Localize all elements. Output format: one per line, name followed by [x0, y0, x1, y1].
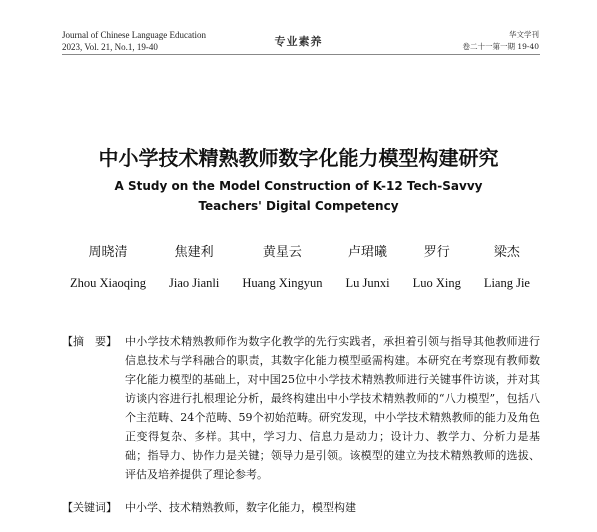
author	[484, 244, 530, 292]
author	[346, 244, 390, 292]
section-label: 专业素养	[274, 35, 323, 48]
author	[242, 244, 322, 292]
author-name-en: Zhou Xiaoqing	[70, 276, 147, 290]
title-english-line1: A Study on the Model Construction of K-12 Tech-Savvy	[114, 179, 483, 193]
journal-issue-cn: 卷二十一第一期 19-40	[462, 42, 539, 51]
author-name-en: Jiao Jianli	[169, 276, 220, 290]
title-english	[0, 176, 597, 216]
author-name-zh: 卢珺曦	[348, 245, 388, 260]
author-name-zh: 周晓清	[88, 245, 128, 260]
abstract-text: 中小学技术精熟教师作为数字化教学的先行实践者，承担着引领与指导其他教师进行信息技术与学科融合的职责，其数字化能力模型亟需构建。本研究在考察现有教师数字化能力模型的基础上，对中国25位中小学技术精熟教师进行关键事件访谈，并对其访谈内容进行扎根理论分析，最终构建出中小学技术精熟教师的“八力模型”，包括八个主范畴、24个范畴、59个初始范畴。研究发现，中小学技术精熟教师的能力及角色正变得复杂、多样。其中，学习力、信息力是动力；设计力、教学力、分析力是基础；指导力、协作力是关键；领导力是引领。该模型的建立为技术精熟教师的选拔、评估及培养提供了理论参考。	[125, 335, 540, 481]
abstract-section	[62, 332, 540, 484]
journal-volume: 2023, Vol. 21, No.1, 19-40	[62, 42, 158, 52]
journal-name-cn: 华文学刊	[509, 30, 539, 39]
author-name-en: Huang Xingyun	[242, 276, 323, 290]
author-name-zh: 梁杰	[493, 245, 520, 260]
author	[70, 244, 146, 292]
author-list	[70, 244, 530, 292]
keywords-label: 【关键词】	[62, 501, 117, 514]
author-name-en: Luo Xing	[412, 276, 461, 290]
keywords-section	[62, 498, 540, 517]
author-name-en: Liang Jie	[483, 276, 530, 290]
keywords-text: 中小学、技术精熟教师，数字化能力，模型构建	[125, 501, 356, 514]
header-divider	[62, 54, 540, 55]
title-chinese: 中小学技术精熟教师数字化能力模型构建研究	[98, 146, 499, 170]
author-name-zh: 焦建利	[174, 245, 214, 260]
title-english-line2: Teachers' Digital Competency	[198, 199, 399, 213]
author	[413, 244, 461, 292]
author	[169, 244, 219, 292]
abstract-label: 【摘 要】	[62, 335, 117, 348]
journal-name: Journal of Chinese Language Education	[62, 30, 206, 40]
author-name-zh: 黄星云	[262, 245, 302, 260]
author-name-en: Lu Junxi	[345, 276, 390, 290]
author-name-zh: 罗行	[423, 245, 450, 260]
journal-info-cn	[462, 29, 539, 53]
